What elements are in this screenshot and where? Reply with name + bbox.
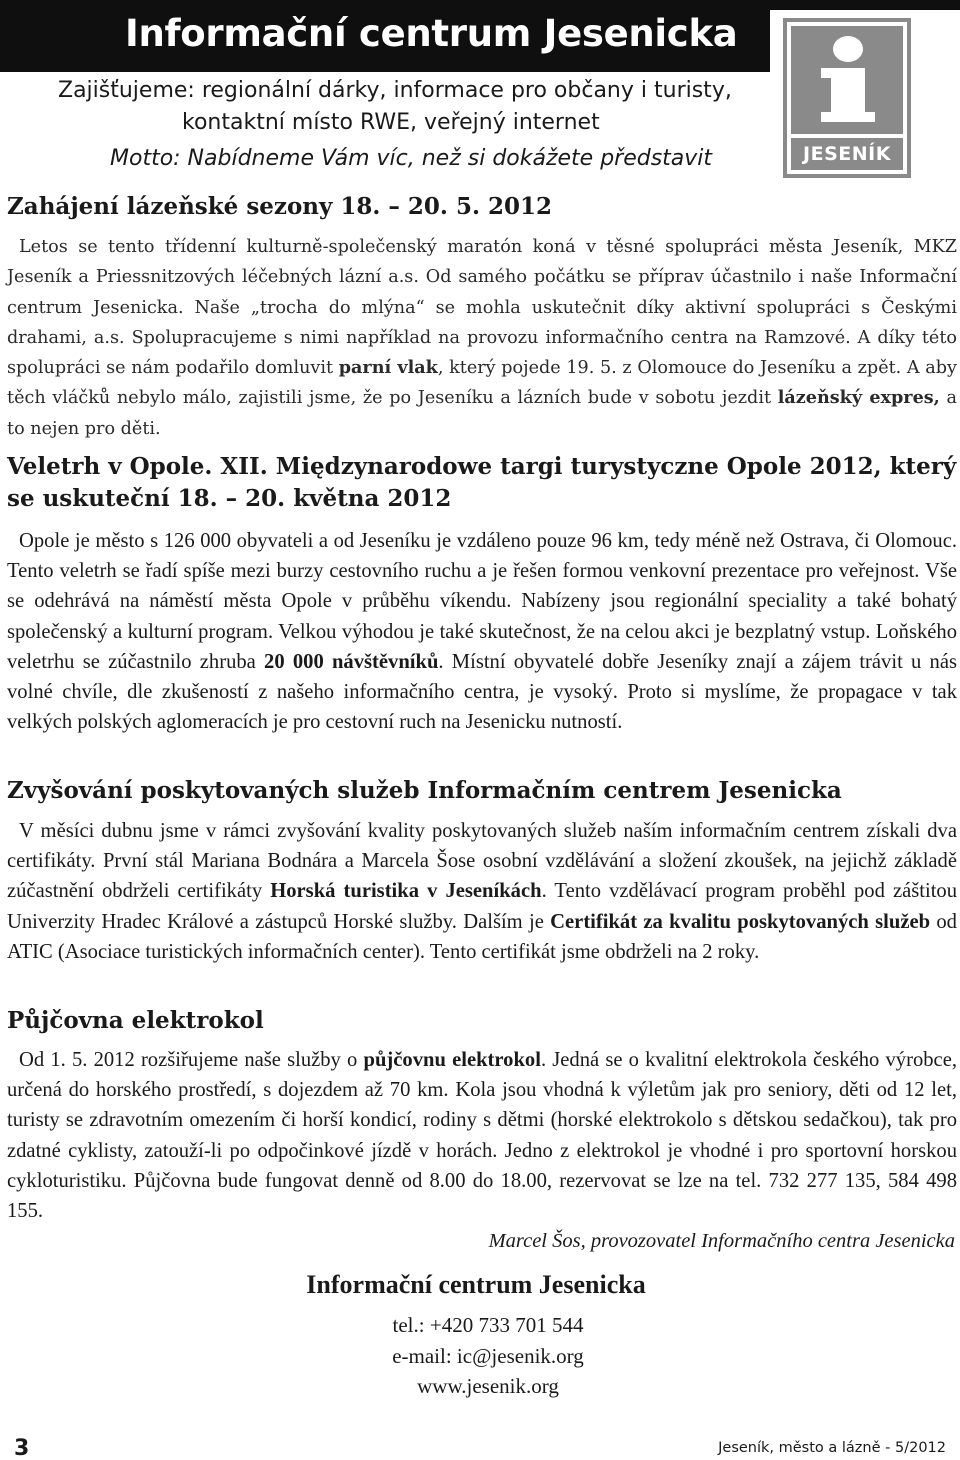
contact-title: Informační centrum Jesenicka: [306, 1270, 646, 1299]
section-title-services: Zvyšování poskytovaných služeb Informačním centrem Jesenicka: [7, 777, 842, 804]
paragraph-spa-season: Letos se tento třídenní kulturně-společenský maratón koná v těsné spolupráci města Jeseník, MKZ Jeseník a Priessnitzových léčebných lázní a.s. Od samého počátku se příprav účastnilo i naše Informační centrum Jesenicka. Naše „trocha do mlýna“ se mohla uskutečnit díky aktivní spolupráci s Českými drahami, a.s. Spolupracujeme s nimi například na provozu informačního centra na Ramzové. A díky této spolupráci se nám podařilo domluvit parní vlak, který pojede 19. 5. z Olomouce do Jeseníku a zpět. A aby těch vláčků nebylo málo, zajistili jsme, že po Jeseníku a lázních bude v sobotu jezdit lázeňský expres, a to nejen pro děti.: [7, 237, 957, 439]
tagline-services-cont: kontaktní místo RWE, veřejný internet: [182, 110, 600, 135]
info-icon: [791, 26, 903, 134]
paragraph-ebike-rental: Od 1. 5. 2012 rozšiřujeme naše služby o půjčovnu elektrokol. Jedná se o kvalitní elektrokola českého výrobce, určená do horského prostředí, s dojezdem až 70 km. Kola jsou vhodná k výletům jak pro seniory, děti od 12 let, turisty se zdravotním omezením či horší kondicí, rodiny s dětmi (horské elektrokolo s dětskou sedačkou), tak pro zdatné cyklisty, zatouží-li po odpočinkové jízdě v horách. Jedno z elektrokol je vhodné i pro sportovní horskou cykloturistiku. Půjčovna bude fungovat denně od 8.00 do 18.00, rezervovat se lze na tel. 732 277 135, 584 498 155.: [7, 1049, 957, 1223]
motto: Motto: Nabídneme Vám víc, než si dokážete představit: [110, 146, 713, 171]
section-title-opole-fair: Veletrh v Opole. XII. Międzynarodowe targi turystyczne Opole 2012, který: [7, 453, 957, 480]
header-bar-strip: [770, 0, 960, 10]
publication-footer: Jeseník, město a lázně - 5/2012: [718, 1440, 946, 1456]
paragraph-opole-fair: Opole je město s 126 000 obyvateli a od Jeseníku je vzdáleno pouze 96 km, tedy méně než Ostrava, či Olomouc. Tento veletrh se řadí spíše mezi burzy cestovního ruchu a je řešen formou venkovní prezentace pro veřejnost. Vše se odehrává na náměstí města Opole v průběhu víkendu. Nabízeny jsou regionální speciality a také bohatý společenský a kulturní program. Velkou výhodou je také skutečnost, že na celou akci je bezplatný vstup. Loňského veletrhu se zúčastnilo zhruba 20 000 návštěvníků. Místní obyvatelé dobře Jeseníky znají a zájem trávit u nás volné chvíle, dle zkušeností z našeho informačního centra, je vysoký. Proto si myslíme, že propagace v tak velkých polských aglomeracích je pro cestovní ruch na Jesenicku nutností.: [7, 530, 957, 734]
section-title-spa-season: Zahájení lázeňské sezony 18. – 20. 5. 2012: [7, 193, 552, 220]
author-signature: Marcel Šos, provozovatel Informačního centra Jesenicka: [488, 1230, 955, 1252]
page-number: 3: [14, 1436, 30, 1460]
contact-email[interactable]: e-mail: ic@jesenik.org: [392, 1344, 584, 1368]
contact-phone: tel.: +420 733 701 544: [392, 1313, 584, 1337]
section-title-ebike-rental: Půjčovna elektrokol: [7, 1007, 264, 1034]
tagline-services: Zajišťujeme: regionální dárky, informace pro občany i turisty,: [58, 78, 732, 103]
section-title-opole-fair-cont: se uskuteční 18. – 20. května 2012: [7, 485, 452, 512]
paragraph-services: V měsíci dubnu jsme v rámci zvyšování kvality poskytovaných služeb naším informačním centrem získali dva certifikáty. První stál Mariana Bodnára a Marcela Šose osobní vzdělávání a složení zkoušek, na jejichž základě zúčastnění obdrželi certifikáty Horská turistika v Jeseníkách. Tento vzdělávací program proběhl pod záštitou Univerzity Hradec Králové a zástupců Horské služby. Dalším je Certifikát za kvalitu poskytovaných služeb od ATIC (Asociace turistických informačních center). Tento certifikát jsme obdrželi na 2 roky.: [7, 820, 958, 963]
header-title: Informační centrum Jesenicka: [125, 12, 738, 55]
logo-text: JESENÍK: [791, 138, 903, 170]
jesenik-info-logo: [783, 18, 911, 178]
contact-website[interactable]: www.jesenik.org: [417, 1374, 559, 1398]
